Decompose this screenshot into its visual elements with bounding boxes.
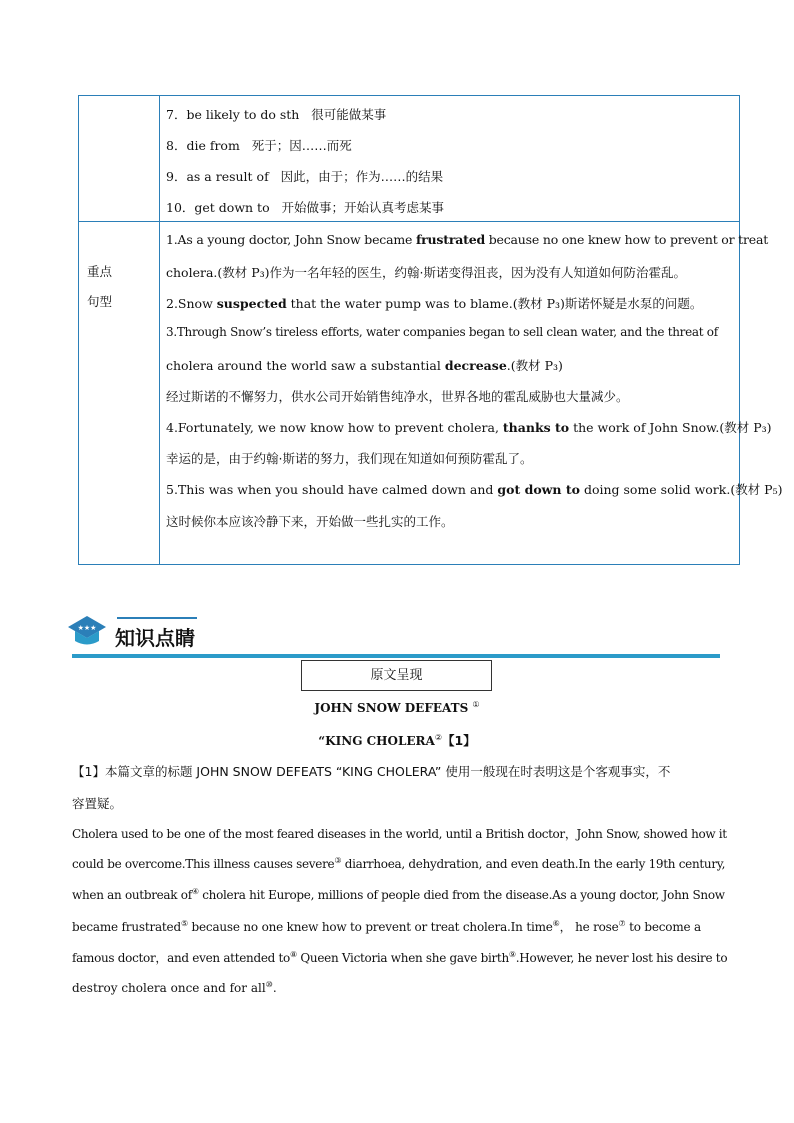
- original-text-label-box: 原文呈现: [301, 660, 492, 691]
- section-label-line1: 重点: [87, 264, 113, 279]
- phrase-item: 10．get down to 开始做事；开始认真考虑某事: [166, 200, 445, 215]
- table-row-divider: [79, 221, 739, 222]
- phrase-item: 8．die from 死于；因……而死: [166, 138, 352, 153]
- sentence-3-line1: 3.Through Snow’s tireless efforts, water companies began to sell clean water, and the threat of: [166, 325, 718, 339]
- sentence-1-line2: cholera.(教材 P₃)作为一名年轻的医生，约翰·斯诺变得沮丧，因为没有人知道如何防治霍乱。: [166, 265, 687, 280]
- sentence-3-translation: 经过斯诺的不懈努力，供水公司开始销售纯净水，世界各地的霍乱威胁也大量减少。: [166, 389, 629, 404]
- title-note-line1: 【1】本篇文章的标题 JOHN SNOW DEFEATS “KING CHOLERA” 使用一般现在时表明这是个客观事实，不: [72, 764, 671, 779]
- sentence-4-translation: 幸运的是，由于约翰·斯诺的努力，我们现在知道如何预防霍乱了。: [166, 451, 533, 466]
- svg-text:★★★: ★★★: [77, 624, 97, 632]
- sentence-5: 5.This was when you should have calmed down and got down to doing some solid work.(教材 P₅): [166, 482, 783, 497]
- sentence-4: 4.Fortunately, we now know how to prevent cholera, thanks to the work of John Snow.(教材 P₃): [166, 420, 772, 435]
- phrase-item: 9．as a result of 因此，由于；作为……的结果: [166, 169, 444, 184]
- section-title-overline: [117, 617, 197, 619]
- article-paragraph-line: Cholera used to be one of the most feared diseases in the world, until a British doctor，John Snow, showed how it: [72, 827, 727, 841]
- table-column-divider: [159, 96, 160, 564]
- sentence-2: 2.Snow suspected that the water pump was to blame.(教材 P₃)斯诺怀疑是水泵的问题。: [166, 296, 703, 311]
- sentence-5-translation: 这时候你本应该冷静下来，开始做一些扎实的工作。: [166, 514, 454, 529]
- phrase-item: 7．be likely to do sth 很可能做某事: [166, 107, 387, 122]
- title-note-line2: 容置疑。: [72, 796, 123, 811]
- sentence-1-line1: 1.As a young doctor, John Snow became frustrated because no one knew how to prevent or treat: [166, 232, 769, 247]
- section-underline-bar: [72, 654, 720, 658]
- graduation-cap-icon: [67, 614, 107, 650]
- article-paragraph-line: destroy cholera once and for all⑩.: [72, 980, 277, 995]
- article-paragraph-line: when an outbreak of④ cholera hit Europe, millions of people died from the disease.As a young doctor, John Snow: [72, 887, 725, 902]
- article-title-line2: “KING CHOLERA②【1】: [318, 733, 476, 748]
- sentence-3-line2: cholera around the world saw a substantial decrease.(教材 P₃): [166, 358, 563, 373]
- article-paragraph-line: famous doctor，and even attended to⑧ Queen Victoria when she gave birth⑨.However, he never lost his desire to: [72, 950, 728, 965]
- section-title: 知识点睛: [115, 626, 195, 650]
- article-paragraph-line: could be overcome.This illness causes severe③ diarrhoea, dehydration, and even death.In the early 19th century,: [72, 856, 726, 871]
- article-title-line1: JOHN SNOW DEFEATS ①: [314, 700, 480, 715]
- article-paragraph-line: became frustrated⑤ because no one knew how to prevent or treat cholera.In time⑥， he rose⑦ to become a: [72, 919, 701, 934]
- section-label-line2: 句型: [87, 294, 113, 309]
- vocab-sentence-table: [78, 95, 783, 565]
